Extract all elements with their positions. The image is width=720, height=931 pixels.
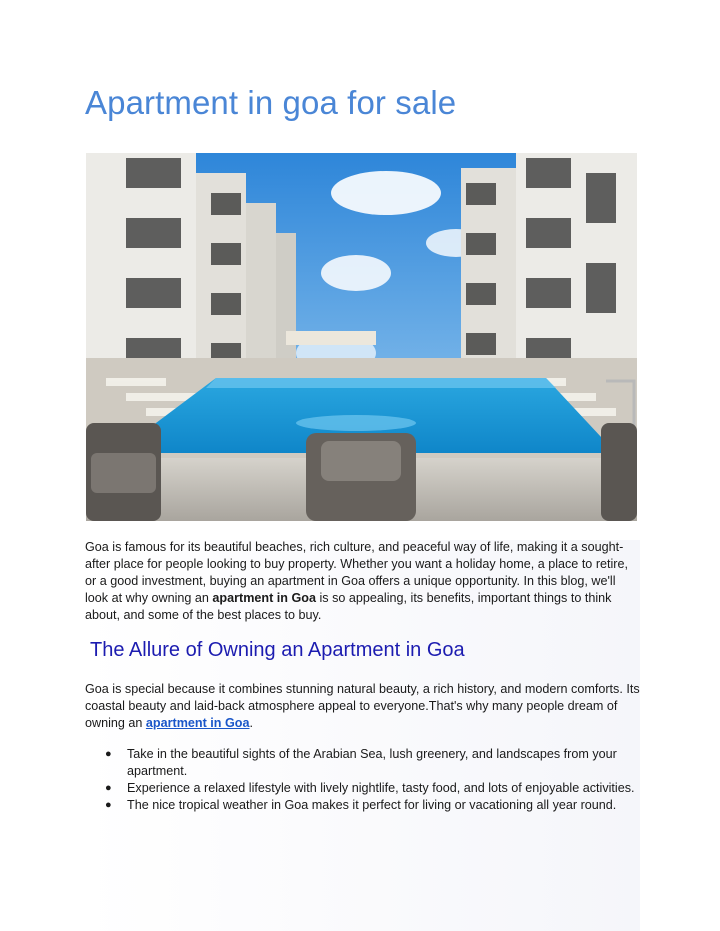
- list-item: ● The nice tropical weather in Goa makes it perfect for living or vacationing all year round.: [105, 798, 617, 812]
- hero-image-apartment-pool: [86, 153, 637, 521]
- list-item: ● Experience a relaxed lifestyle with lively nightlife, tasty food, and lots of enjoyable activities.: [105, 781, 635, 795]
- section-paragraph: Goa is special because it combines stunning natural beauty, a rich history, and modern comforts. Its coastal beauty and laid-back atmosphere appeal to everyone.That's why many people dream of owning an apartment in Goa.: [85, 682, 640, 730]
- intro-paragraph: Goa is famous for its beautiful beaches, rich culture, and peaceful way of life, making it a sought-after place for people looking to buy property. Whether you want a holiday home, a place to retire, or a good investment, buying an apartment in Goa offers a unique opportunity. In this blog, we'll look at why owning an apartment in Goa is so appealing, its benefits, important things to think about, and some of the best places to buy.: [85, 540, 629, 622]
- bullet-icon: ●: [105, 748, 112, 760]
- page-title: Apartment in goa for sale: [85, 84, 457, 121]
- bullet-icon: ●: [105, 799, 112, 811]
- benefits-list: [85, 746, 641, 814]
- intro-bold-phrase: apartment in Goa: [212, 591, 316, 605]
- apartment-in-goa-link[interactable]: apartment in Goa: [145, 716, 250, 730]
- list-item: ● Take in the beautiful sights of the Arabian Sea, lush greenery, and landscapes from your apartment.: [105, 747, 617, 778]
- section-heading: The Allure of Owning an Apartment in Goa: [90, 639, 465, 661]
- bullet-icon: ●: [105, 782, 112, 794]
